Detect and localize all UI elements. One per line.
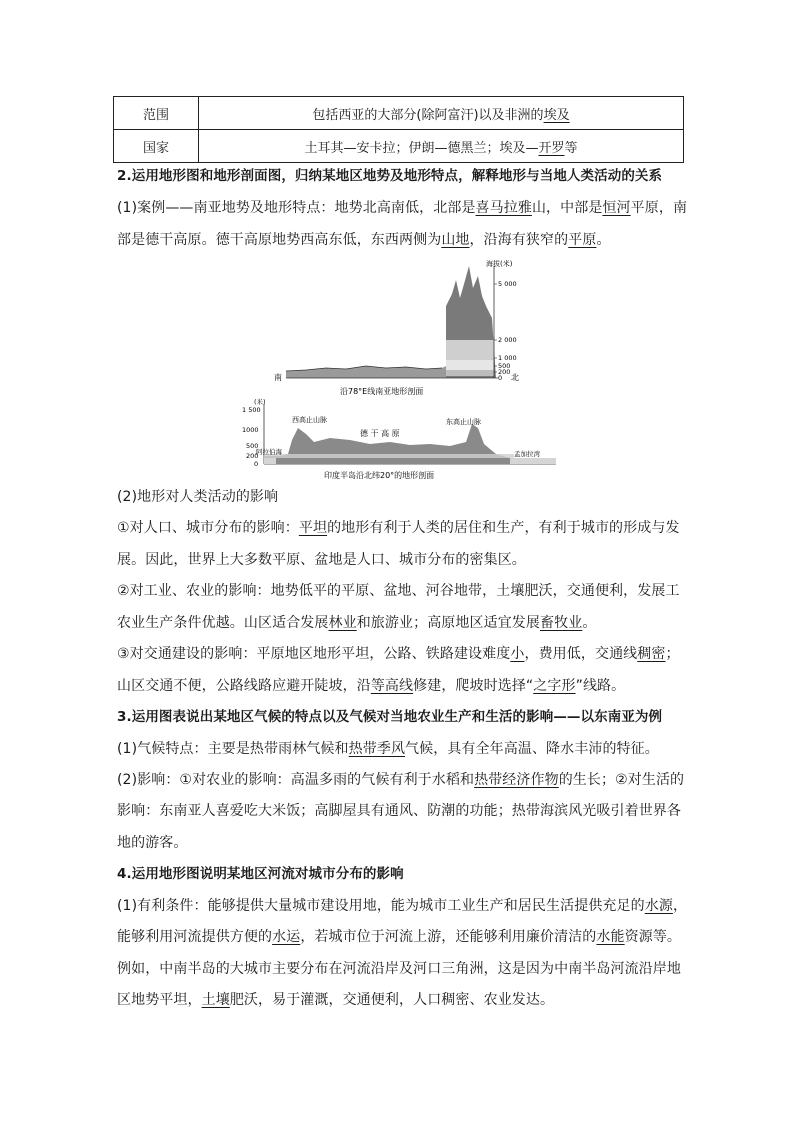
y-axis-label: 海拔(米): [486, 260, 513, 268]
paragraph-line: 部是德干高原。德干高原地势西高东低，东西两侧为山地，沿海有狭窄的平原。: [117, 232, 611, 248]
indian-peninsula-profile-figure: [240, 398, 560, 480]
section-4-heading: 4.运用地形图说明某地区河流对城市分布的影响: [117, 866, 404, 882]
eastern-ghats-label: 东高止山脉: [446, 418, 481, 426]
tick-label: 1000: [242, 426, 259, 434]
band-200-500: [446, 370, 494, 376]
tick-label: 200: [498, 368, 511, 376]
summary-table: [113, 96, 684, 163]
paragraph-line: 影响：东南亚人喜爱吃大米饭；高脚屋具有通风、防潮的功能；热带海滨风光吸引着世界各: [117, 803, 681, 819]
paragraph-line: (2)影响：①对农业的影响：高温多雨的气候有利于水稻和热带经济作物的生长；②对生活的: [117, 772, 685, 788]
table-row: [114, 130, 684, 163]
band-1000-2000: [446, 340, 494, 360]
section-2-heading: 2.运用地形图和地形剖面图，归纳某地区地势及地形特点，解释地形与当地人类活动的关系: [117, 168, 663, 184]
table-row: [114, 97, 684, 130]
paragraph-line: 农业生产条件优越。山区适合发展林业和旅游业；高原地区适宜发展畜牧业。: [117, 615, 597, 631]
tick-label: 500: [246, 442, 259, 450]
tick-label: 200: [246, 452, 259, 460]
tick-label: 1 000: [498, 354, 517, 362]
bay-of-bengal-water: [510, 458, 556, 464]
paragraph-line: (1)有利条件：能够提供大量城市建设用地，能为城市工业生产和居民生活提供充足的水源，: [117, 898, 688, 914]
paragraph-line: ①对人口、城市分布的影响：平坦的地形有利于人类的居住和生产，有利于城市的形成与发: [117, 520, 680, 536]
paragraph-line: 例如，中南半岛的大城市主要分布在河流沿岸及河口三角洲，这是因为中南半岛河流沿岸地: [117, 961, 681, 977]
tick-label: 0: [254, 460, 259, 468]
arabian-sea-water: [264, 458, 276, 464]
table-cell-value: 包括西亚的大部分(除阿富汗)以及非洲的埃及: [199, 97, 684, 130]
figure-caption: 印度半岛沿北纬20°的地形剖面: [324, 471, 435, 480]
section-3-heading: 3.运用图表说出某地区气候的特点以及气候对当地农业生产和生活的影响——以东南亚为例: [117, 709, 663, 725]
arabian-sea-label: 阿拉伯海: [256, 448, 282, 456]
band-200-500: [264, 454, 514, 458]
table-cell-label: 范围: [114, 97, 199, 130]
tick-label: 5 000: [498, 280, 517, 288]
paragraph-line: ②对工业、农业的影响：地势低平的平原、盆地、河谷地带，土壤肥沃，交通便利，发展工: [117, 583, 680, 599]
deccan-plateau-label: 德 干 高 原: [360, 429, 400, 438]
south-asia-profile-figure: [266, 258, 531, 398]
band-500-1000: [446, 360, 494, 370]
bay-of-bengal-label: 孟加拉湾: [514, 450, 540, 458]
tick-label: 0: [498, 374, 503, 382]
paragraph-line: 山区交通不便，公路线路应避开陡坡，沿等高线修建，爬坡时选择“之字形”线路。: [117, 678, 626, 694]
tick-label: 1 500: [242, 406, 261, 414]
paragraph-line: 展。因此，世界上大多数平原、盆地是人口、城市分布的密集区。: [117, 552, 526, 568]
table-cell-label: 国家: [114, 130, 199, 163]
north-label: 北: [511, 373, 519, 382]
tick-label: 500: [498, 362, 511, 370]
paragraph-line: (1)案例——南亚地势及地形特点：地势北高南低，北部是喜马拉雅山，中部是恒河平原，南: [117, 200, 688, 216]
western-ghats-label: 西高止山脉: [292, 416, 327, 424]
figure-caption: 沿78°E线南亚地形剖面: [340, 387, 424, 396]
tick-label: 2 000: [498, 336, 517, 344]
unit-label: (米): [254, 398, 266, 406]
section-2-subheading: (2)地形对人类活动的影响: [117, 489, 279, 505]
south-label: 南: [274, 373, 282, 382]
paragraph-line: (1)气候特点：主要是热带雨林气候和热带季风气候，具有全年高温、降水丰沛的特征。: [117, 741, 659, 757]
paragraph-line: 区地势平坦，土壤肥沃，易于灌溉，交通便利，人口稠密、农业发达。: [117, 992, 555, 1008]
table-cell-value: 土耳其—安卡拉；伊朗—德黑兰；埃及—开罗等: [199, 130, 684, 163]
paragraph-line: 地的游客。: [117, 835, 188, 851]
paragraph-line: ③对交通建设的影响：平原地区地形平坦，公路、铁路建设难度小，费用低，交通线稠密；: [117, 646, 680, 662]
paragraph-line: 能够利用河流提供方便的水运，若城市位于河流上游，还能够利用廉价清洁的水能资源等。: [117, 929, 682, 945]
